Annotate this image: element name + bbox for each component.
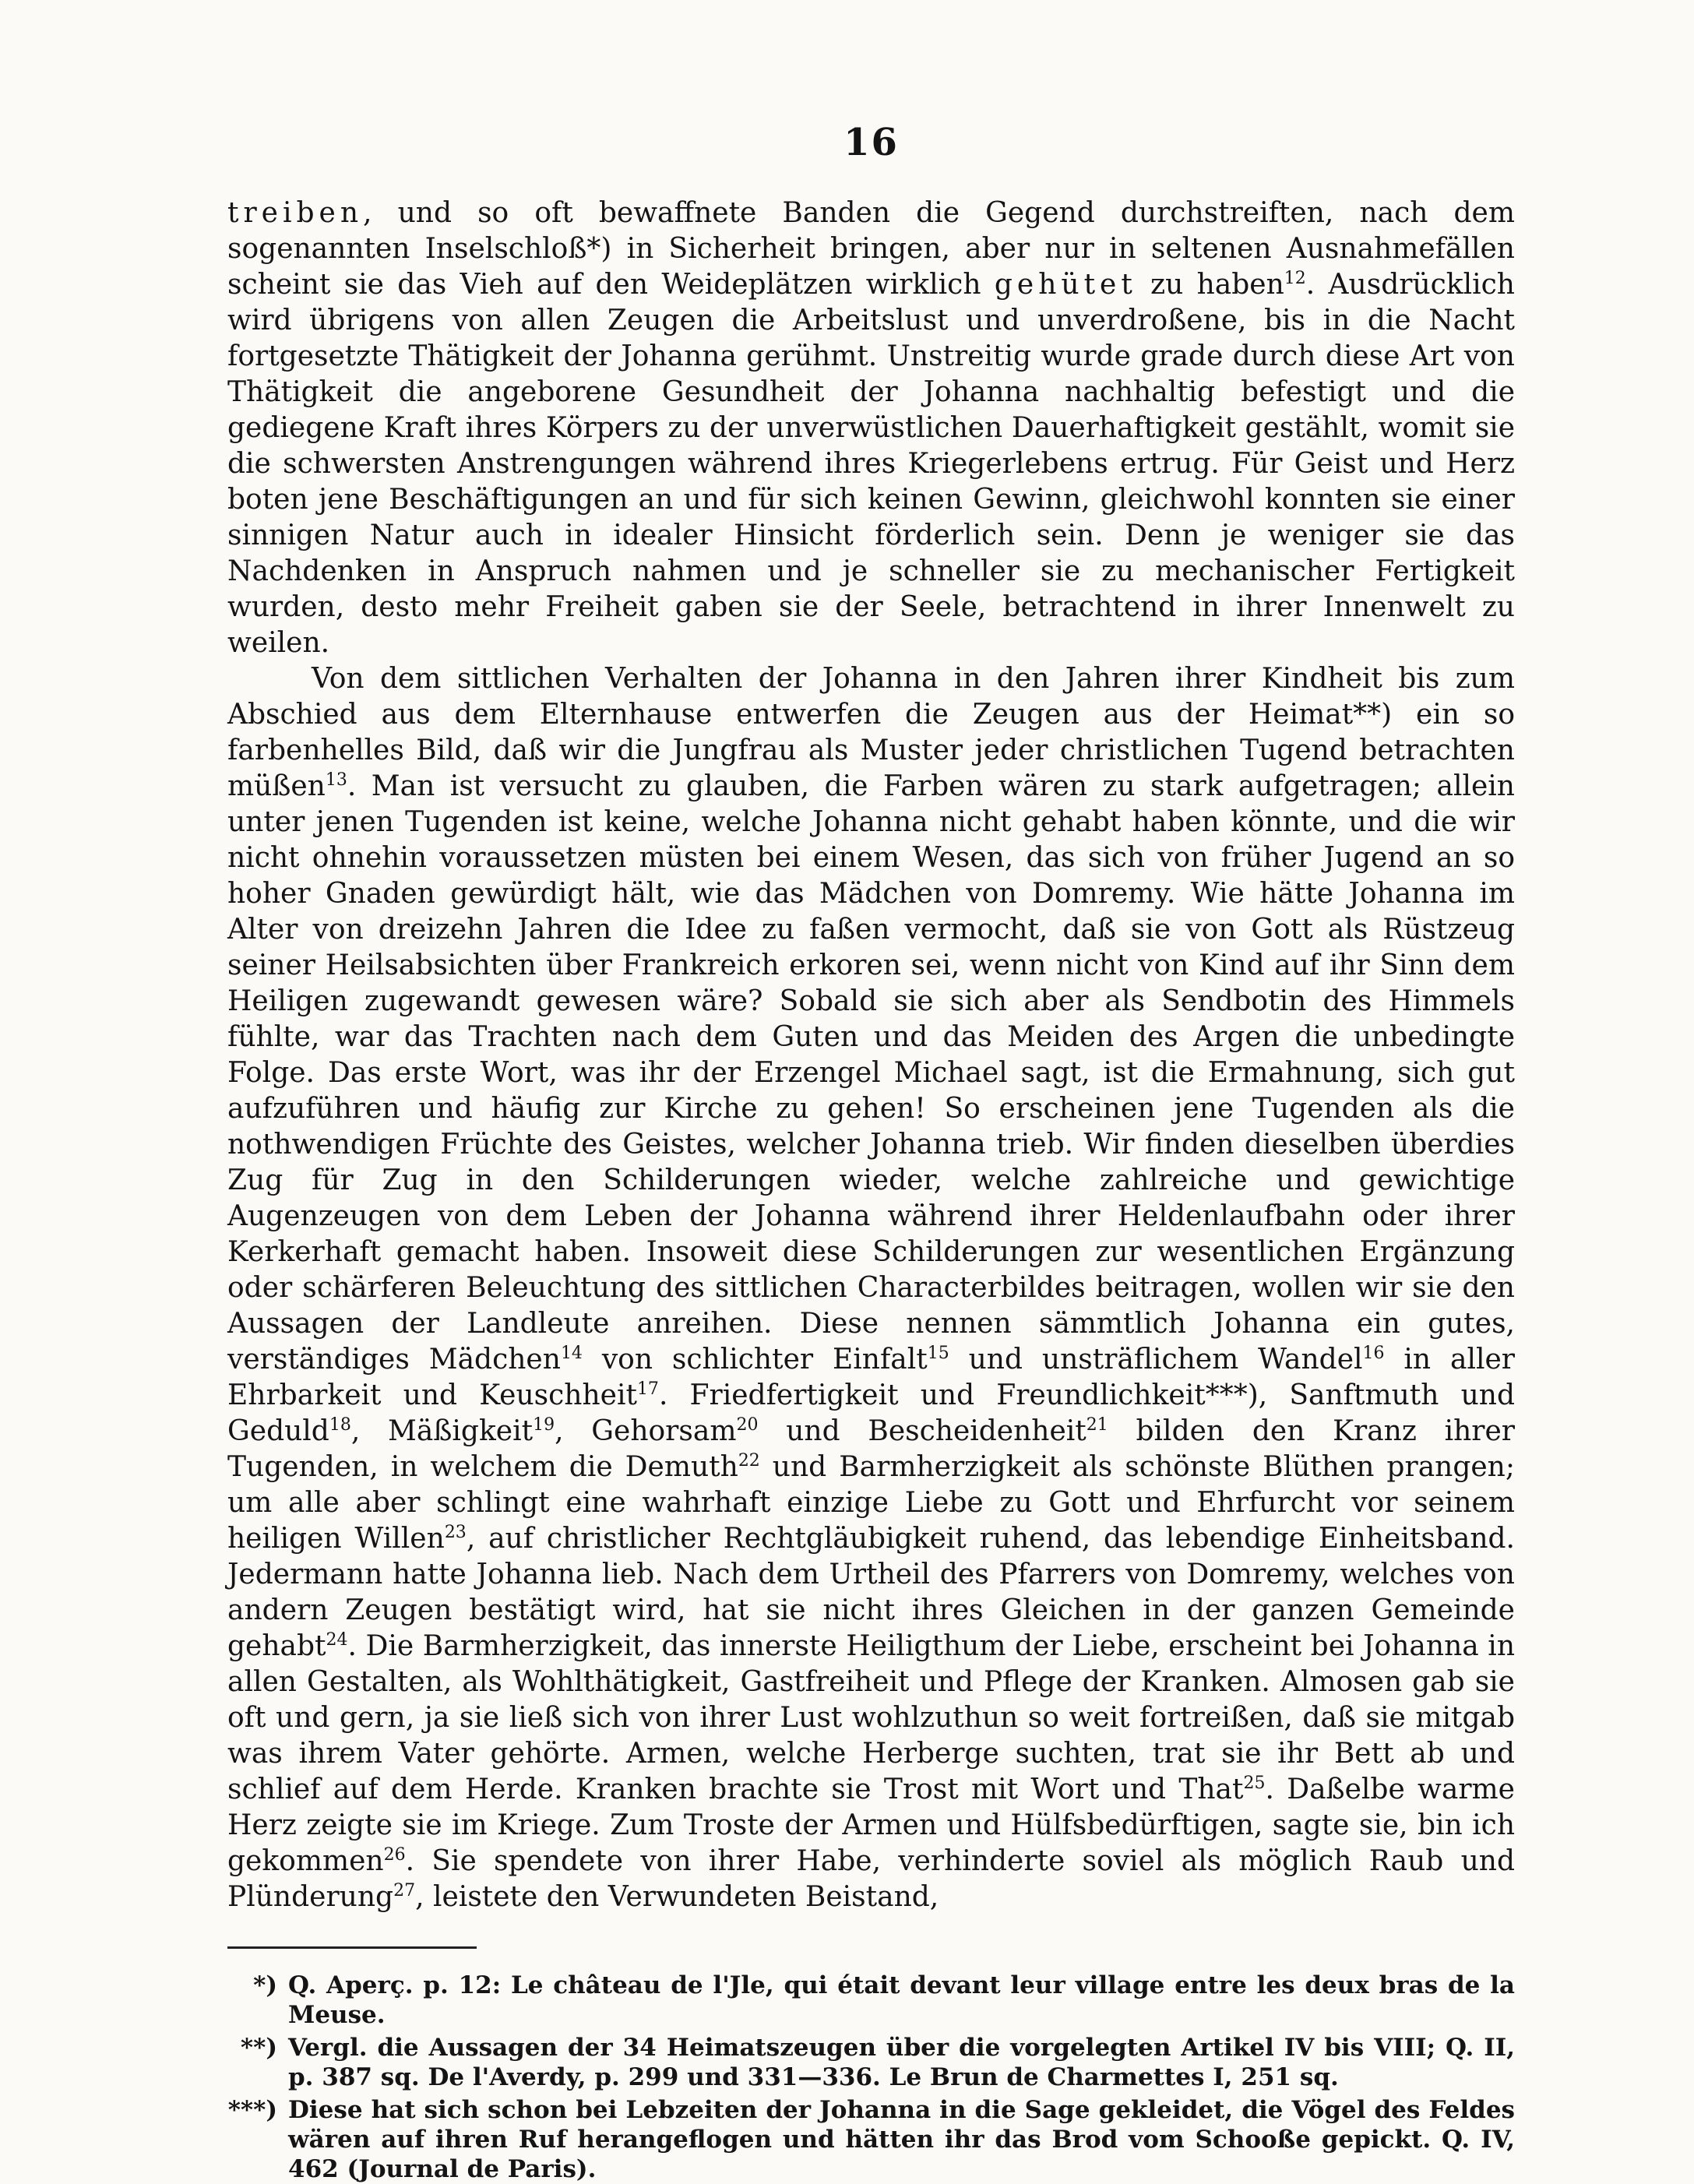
text-run: , auf christlicher Rechtgläubigkeit ruhend, das lebendige Einheitsband. Jedermann hatte Johanna lieb. Nach dem Urtheil des Pfarrers von Domremy, welches von andern Zeugen bestätigt wird, hat sie nicht ihres Gleichen in der ganzen Gemeinde gehabt (227, 1523, 1515, 1662)
text-run: , Sanftmuth und Geduld (227, 1379, 1515, 1447)
note-number: 19 (533, 1415, 555, 1435)
text-run: . Sie spendete von ihrer Habe, verhinderte soviel als möglich Raub und Plünderung (227, 1845, 1515, 1913)
footnote-mark: ***) (227, 2096, 277, 2124)
text-run: . Die Barmherzigkeit, das innerste Heiligthum der Liebe, erscheint bei Johanna in allen Gestalten, als Wohlthätigkeit, Gastfreiheit und Pflege der Kranken. Almosen gab sie oft und gern, ja sie ließ sich von ihrer Lust wohlzuthun so weit fortreißen, daß sie mitgab was ihrem Vater gehörte. Armen, welche Herberge suchten, trat sie ihr Bett ab und schlief auf dem Herde. Kranken brachte sie Trost mit Wort und That (227, 1630, 1515, 1805)
note-number: 12 (1284, 269, 1306, 288)
footnote-text: Vergl. die Aussagen der 34 Heimatszeugen über die vorgelegten Artikel IV bis VIII; Q. II, p. 387 sq. De l'Averdy, p. 299 und 331—336. Le Brun de Charmettes I, 251 sq. (288, 2034, 1515, 2091)
text-run: und Barmherzigkeit als schönste Blüthen prangen; um alle aber schlingt eine wahrhaft einzige Liebe zu Gott und Ehrfurcht vor seinem heiligen Willen (227, 1451, 1515, 1555)
text-run: . Man ist versucht zu glauben, die Farben wären zu stark aufgetragen; allein unter jenen Tugenden ist keine, welche Johanna nicht gehabt haben könnte, und die wir nicht ohnehin voraussetzen müsten bei einem Wesen, das sich von früher Jugend an so hoher Gnaden gewürdigt hält, wie das Mädchen von Domremy. Wie hätte Johanna im Alter von dreizehn Jahren die Idee zu faßen vermocht, daß sie von Gott als Rüstzeug seiner Heilsabsichten über Frankreich erkoren sei, wenn nicht von Kind auf ihr Sinn dem Heiligen zugewandt gewesen wäre? Sobald sie sich aber als Sendbotin des Himmels fühlte, war das Trachten nach dem Guten und das Meiden des Argen die unbedingte Folge. Das erste Wort, was ihr der Erzengel Michael sagt, ist die Ermahnung, sich gut aufzuführen und häufig zur Kirche zu gehen! So erscheinen jene Tugenden als die nothwendigen Früchte des Geistes, welcher Johanna trieb. Wir finden dieselben überdies Zug für Zug in den Schilderungen wieder, welche zahlreiche und gewichtige Augenzeugen von dem Leben der Johanna während ihrer Heldenlaufbahn oder ihrer Kerkerhaft gemacht haben. Insoweit diese Schilderungen zur wesentlichen Ergänzung oder schärferen Beleuchtung des sittlichen Characterbildes beitragen, wollen wir sie den Aussagen der Landleute anreihen. Diese nennen sämmtlich Johanna ein gutes, verständiges Mädchen (227, 770, 1515, 1376)
note-number: 18 (329, 1415, 351, 1435)
note-number: 23 (444, 1523, 467, 1542)
paragraph-1 (227, 196, 1515, 661)
note-number: 13 (325, 770, 347, 790)
text-run: , Mäßigkeit (350, 1415, 534, 1447)
note-number: 14 (560, 1344, 583, 1363)
text-run: , Gehorsam (555, 1415, 737, 1447)
body-text (227, 196, 1515, 1915)
note-number: 16 (1362, 1344, 1385, 1363)
text-run: ein so farbenhelles Bild, daß wir die Jungfrau als Muster jeder christlichen Tugend betrachten müßen (227, 699, 1515, 802)
text-run: . Ausdrücklich wird übrigens von allen Zeugen die Arbeitslust und unverdroßene, bis in die Nacht fortgesetzte Thätigkeit der Johanna gerühmt. Unstreitig wurde grade durch diese Art von Thätigkeit die angeborene Gesundheit der Johanna nachhaltig befestigt und die gediegene Kraft ihres Körpers zu der unverwüstlichen Dauerhaftigkeit gestählt, womit sie die schwersten Anstrengungen während ihres Kriegerlebens ertrug. Für Geist und Herz boten jene Beschäftigungen an und für sich keinen Gewinn, gleichwohl konnten sie einer sinnigen Natur auch in idealer Hinsicht förderlich sein. Denn je weniger sie das Nachdenken in Anspruch nahmen und je schneller sie zu mechanischer Fertigkeit wurden, desto mehr Freiheit gaben sie der Seele, betrachtend in ihrer Innenwelt zu weilen. (227, 269, 1515, 659)
note-number: 25 (1243, 1774, 1266, 1793)
footnote-mark: **) (240, 2034, 277, 2062)
text-run: . Friedfertigkeit und Freundlichkeit (658, 1379, 1206, 1411)
text-run: gehütet (994, 269, 1137, 301)
text-run: und Bescheidenheit (758, 1415, 1086, 1447)
footnote-text: Diese hat sich schon bei Lebzeiten der Johanna in die Sage gekleidet, die Vögel des Feldes wären auf ihren Ruf herangeflogen und hätten ihr das Brod vom Schooße gepickt. Q. IV, 462 (Journal de Paris). (288, 2096, 1515, 2183)
footnote-ref: *) (586, 233, 612, 265)
note-number: 22 (738, 1451, 760, 1471)
footnote-ref: ***) (1205, 1379, 1259, 1411)
note-number: 27 (393, 1881, 416, 1900)
footnote-mark: *) (253, 1971, 277, 1999)
text-run: von schlichter Einfalt (582, 1344, 928, 1376)
text-run: , und so oft bewaffnete Banden die Gegend durchstreiften, nach dem sogenannten Inselschloß (227, 197, 1515, 265)
text-run: treiben (227, 197, 364, 229)
footnote-2 (227, 2033, 1515, 2092)
text-run: und unsträflichem Wandel (949, 1344, 1363, 1376)
note-number: 17 (636, 1379, 659, 1399)
text-run: in aller Ehrbarkeit und Keuschheit (227, 1344, 1516, 1411)
text-run: bilden den Kranz ihrer Tugenden, in welchem die Demuth (227, 1415, 1515, 1483)
paragraph-2 (227, 661, 1515, 1915)
footnote-1 (227, 1971, 1515, 2030)
footnote-ref: **) (1353, 699, 1393, 731)
note-number: 20 (736, 1415, 759, 1435)
text-run: Von dem sittlichen Verhalten der Johanna in den Jahren ihrer Kindheit bis zum Abschied aus dem Elternhause entwerfen die Zeugen aus der Heimat (227, 663, 1515, 731)
footnote-divider (227, 1946, 477, 1949)
text-run: . Daßelbe warme Herz zeigte sie im Kriege. Zum Troste der Armen und Hülfsbedürftigen, sagte sie, bin ich gekommen (227, 1774, 1515, 1877)
footnote-3 (227, 2095, 1515, 2184)
note-number: 26 (383, 1845, 406, 1865)
note-number: 15 (927, 1344, 949, 1363)
text-run: , leistete den Verwundeten Beistand, (415, 1881, 939, 1913)
page-number: 16 (843, 121, 899, 164)
note-number: 21 (1086, 1415, 1108, 1435)
footnotes (227, 1971, 1515, 2184)
footnote-text: Q. Aperç. p. 12: Le château de l'Jle, qui était devant leur village entre les deux bras de la Meuse. (288, 1971, 1515, 2029)
note-number: 24 (326, 1630, 348, 1650)
text-run: in Sicherheit bringen, aber nur in seltenen Ausnahmefällen scheint sie das Vieh auf den Weideplätzen wirklich (227, 233, 1515, 301)
text-run: zu haben (1136, 269, 1284, 301)
